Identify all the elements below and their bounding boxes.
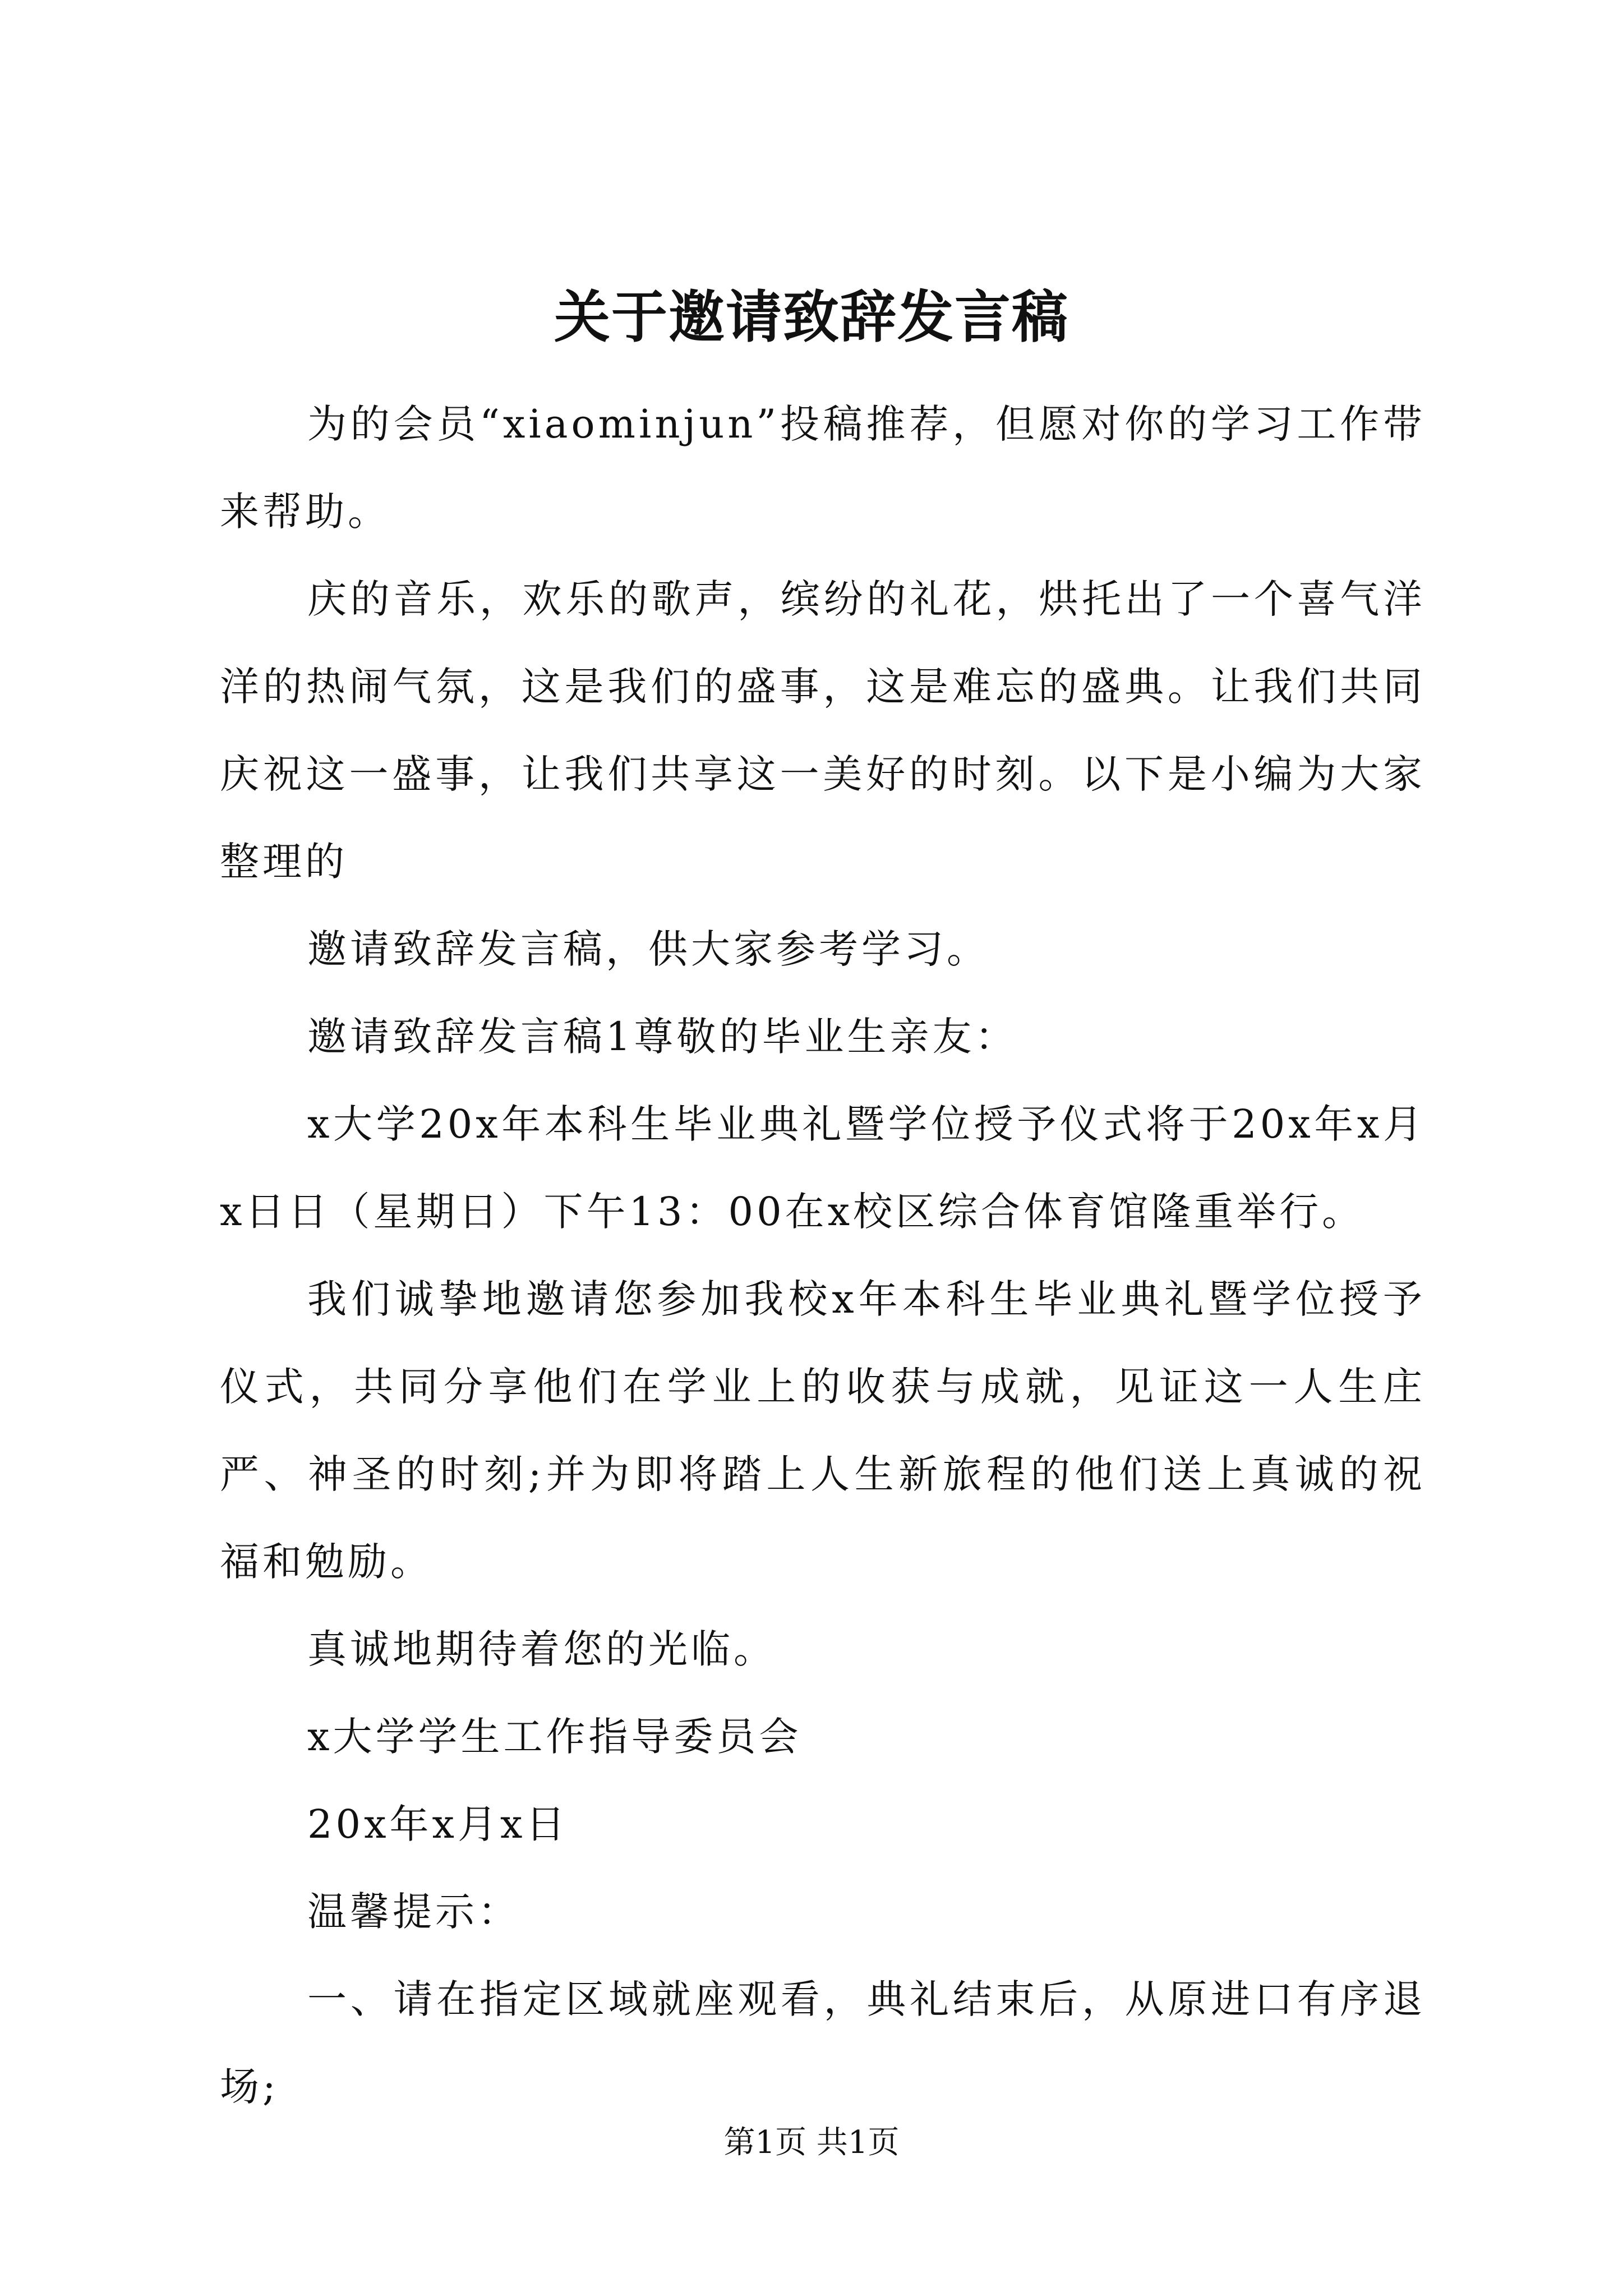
paragraph-recommendation: 为的会员“xiaominjun”投稿推荐，但愿对你的学习工作带来帮助。 xyxy=(220,401,1426,535)
tip-item-1: 一、请在指定区域就座观看，典礼结束后，从原进口有序退场; xyxy=(220,1976,1426,2110)
paragraph-ceremony-notice: x大学20x年本科生毕业典礼暨学位授予仪式将于20x年x月x日日（星期日）下午13：00在x校区综合体育馆隆重举行。 xyxy=(220,1101,1426,1235)
document-body xyxy=(220,380,1426,2131)
paragraph-reference: 邀请致辞发言稿，供大家参考学习。 xyxy=(307,926,989,972)
signature-organization: x大学学生工作指导委员会 xyxy=(307,1714,802,1760)
paragraph-intro: 庆的音乐，欢乐的歌声，缤纷的礼花，烘托出了一个喜气洋洋的热闹气氛，这是我们的盛事，这是难忘的盛典。让我们共同庆祝这一盛事，让我们共享这一美好的时刻。以下是小编为大家整理的 xyxy=(220,576,1426,885)
page-footer: 第1页 共1页 xyxy=(723,2124,900,2161)
tips-heading: 温馨提示： xyxy=(307,1889,520,1935)
signature-date: 20x年x月x日 xyxy=(307,1801,569,1847)
paragraph-invitation: 我们诚挚地邀请您参加我校x年本科生毕业典礼暨学位授予仪式，共同分享他们在学业上的收获与成就，见证这一人生庄严、神圣的时刻;并为即将踏上人生新旅程的他们送上真诚的祝福和勉励。 xyxy=(220,1276,1426,1585)
paragraph-salutation: 邀请致辞发言稿1尊敬的毕业生亲友： xyxy=(307,1014,1018,1060)
document-title: 关于邀请致辞发言稿 xyxy=(554,284,1069,350)
paragraph-closing: 真诚地期待着您的光临。 xyxy=(307,1626,776,1672)
